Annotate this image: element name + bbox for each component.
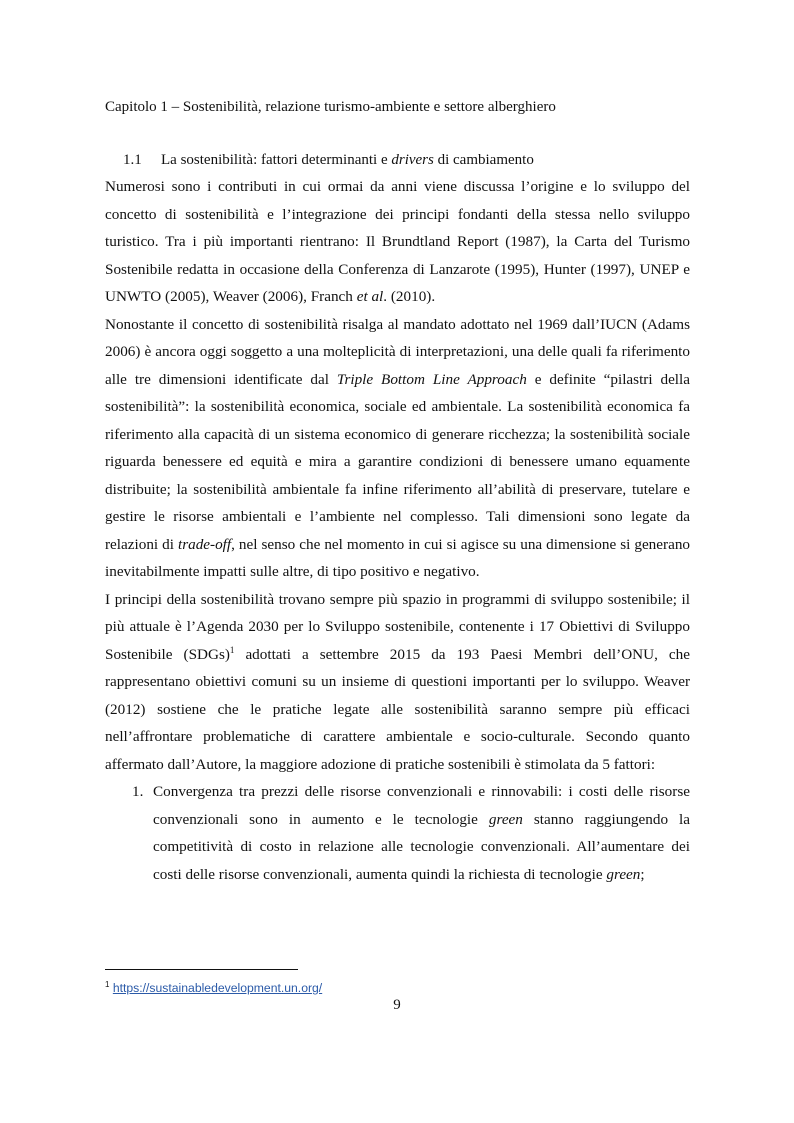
section-heading [123, 150, 534, 170]
paragraph-2-part-a: Nonostante il concetto di sostenibilità risalga al mandato adottato nel 1969 dall’IUCN (Adams 2006) è ancora oggi soggetto a una molteplicità di interpretazioni, una delle quali fa riferimento alle tre dimensioni identificate dal [105, 315, 690, 388]
list-item-italic-1: green [488, 810, 523, 828]
section-title-end: di cambiamento [433, 152, 534, 168]
paragraph-2-italic-2: trade-off [177, 535, 232, 553]
list-item-text-a: Convergenza tra prezzi delle risorse convenzionali e rinnovabili: i costi delle risorse convenzionali sono in aumento e le tecnologie [153, 783, 690, 828]
section-title-italic: drivers [391, 152, 434, 168]
list-item-text-c: ; [640, 865, 645, 883]
footnote-divider [105, 969, 298, 970]
paragraph-3 [105, 586, 690, 779]
footnote-reference[interactable]: 1 [229, 644, 235, 655]
paragraph-3-part-b: adottati a settembre 2015 da 193 Paesi Membri dell’ONU, che rappresentano obiettivi comuni su un insieme di questioni importanti per lo sviluppo. Weaver (2012) sostiene che le pratiche legate alle sostenibilità saranno sempre più efficaci nell’affrontare problematiche di carattere ambientale e socio-culturale. Secondo quanto affermato dall’Autore, la maggiore adozione di pratiche sostenibili è stimolata da 5 fattori: [105, 645, 690, 773]
paragraph-1 [105, 173, 690, 311]
paragraph-2 [105, 311, 690, 586]
paragraph-3-part-a: I principi della sostenibilità trovano sempre più spazio in programmi di sviluppo sostenibile; il più attuale è l’Agenda 2030 per lo Sviluppo sostenibile, contenente i 17 Obiettivi di Sviluppo Sostenibile (SDGs) [105, 590, 690, 663]
factor-list [105, 778, 690, 888]
section-number: 1.1 [123, 152, 142, 168]
paragraph-1-end: . (2010). [383, 288, 436, 305]
footnote-number: 1 [105, 980, 110, 989]
paragraph-2-part-c: , nel senso che nel momento in cui si agisce su una dimensione si generano inevitabilmente impatti sulle altre, di tipo positivo e negativo. [105, 535, 691, 580]
page-number: 9 [393, 997, 401, 1013]
footnote-link[interactable]: https://sustainabledevelopment.un.org/ [112, 981, 323, 996]
body-text [105, 173, 690, 888]
footnote [105, 977, 322, 996]
paragraph-2-part-b: e definite “pilastri della sostenibilità”: la sostenibilità economica, sociale ed ambientale. La sostenibilità economica fa riferimento alla capacità di un sistema economico di generare ricchezza; la sostenibilità sociale riguarda benessere ed equità e mira a garantire condizioni di benessere umano equamente distribuite; la sostenibilità ambientale fa infine riferimento all’abilità di preservare, tutelare e gestire le risorse ambientali e l’ambiente nel complesso. Tali dimensioni sono legate da relazioni di [105, 370, 690, 553]
paragraph-2-italic-1: Triple Bottom Line Approach [336, 370, 527, 388]
list-item-text-b: stanno raggiungendo la competitività di costo in relazione alle tecnologie convenzionali. All’aumentare dei costi delle risorse convenzionali, aumenta quindi la richiesta di tecnologie [153, 810, 690, 883]
paragraph-1-italic: et al [356, 288, 384, 305]
list-item-marker: 1. [132, 783, 144, 800]
section-title-start: La sostenibilità: fattori determinanti e [161, 152, 392, 168]
paragraph-1-text: Numerosi sono i contributi in cui ormai da anni viene discussa l’origine e lo sviluppo del concetto di sostenibilità e l’integrazione dei principi fondanti della stessa nello sviluppo turistico. Tra i più importanti rientrano: Il Brundtland Report (1987), la Carta del Turismo Sostenibile redatta in occasione della Conferenza di Lanzarote (1995), Hunter (1997), UNEP e UNWTO (2005), Weaver (2006), Franch [105, 178, 690, 305]
chapter-title: Capitolo 1 – Sostenibilità, relazione turismo-ambiente e settore alberghiero [105, 99, 556, 115]
list-item [105, 778, 690, 888]
list-item-italic-2: green [606, 865, 641, 883]
